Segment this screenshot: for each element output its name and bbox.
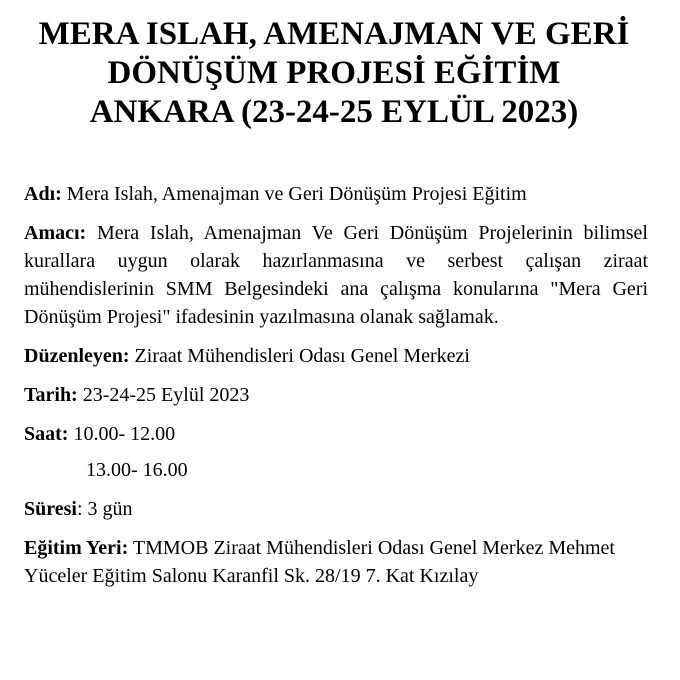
- field-duzenleyen: [24, 342, 648, 370]
- field-saat-label: Saat:: [24, 423, 69, 445]
- title-line-2: DÖNÜŞÜM PROJESİ EĞİTİM: [107, 55, 561, 91]
- field-amaci-label: Amacı:: [24, 222, 87, 244]
- document-title: [0, 15, 668, 132]
- field-egitim-yeri: [24, 534, 648, 590]
- title-line-3: ANKARA (23-24-25 EYLÜL 2023): [89, 94, 579, 130]
- field-saat-value-1: 10.00- 12.00: [68, 423, 176, 445]
- field-adi: [24, 180, 648, 208]
- field-saat: [24, 420, 648, 448]
- field-suresi-value: : 3 gün: [76, 498, 133, 520]
- field-duzenleyen-value: Ziraat Mühendisleri Odası Genel Merkezi: [129, 345, 470, 367]
- field-saat-value-2: 13.00- 16.00: [86, 459, 188, 481]
- field-adi-label: Adı:: [24, 183, 62, 205]
- field-tarih-value: 23-24-25 Eylül 2023: [77, 384, 250, 406]
- field-tarih: [24, 381, 648, 409]
- field-amaci-value: Mera Islah, Amenajman Ve Geri Dönüşüm Projelerinin bilimsel kurallara uygun olarak hazırlanmasına ve serbest çalışan ziraat mühendislerinin SMM Belgesindeki ana çalışma konularına "Mera Geri Dönüşüm Projesi" ifadesinin yazılmasına olanak sağlamak.: [24, 222, 648, 328]
- field-adi-value: Mera Islah, Amenajman ve Geri Dönüşüm Projesi Eğitim: [61, 183, 527, 205]
- field-suresi: [24, 495, 648, 523]
- field-egitim-yeri-value: TMMOB Ziraat Mühendisleri Odası Genel Merkez Mehmet Yüceler Eğitim Salonu Karanfil Sk. 28/19 7. Kat Kızılay: [24, 537, 615, 587]
- document-body: [24, 180, 648, 601]
- field-tarih-label: Tarih:: [24, 384, 78, 406]
- field-saat-second-row: [24, 456, 648, 484]
- field-amaci: [24, 219, 648, 331]
- title-line-1: MERA ISLAH, AMENAJMAN VE GERİ: [38, 16, 630, 52]
- field-suresi-label: Süresi: [24, 498, 77, 520]
- field-duzenleyen-label: Düzenleyen:: [24, 345, 130, 367]
- field-egitim-yeri-label: Eğitim Yeri:: [24, 537, 129, 559]
